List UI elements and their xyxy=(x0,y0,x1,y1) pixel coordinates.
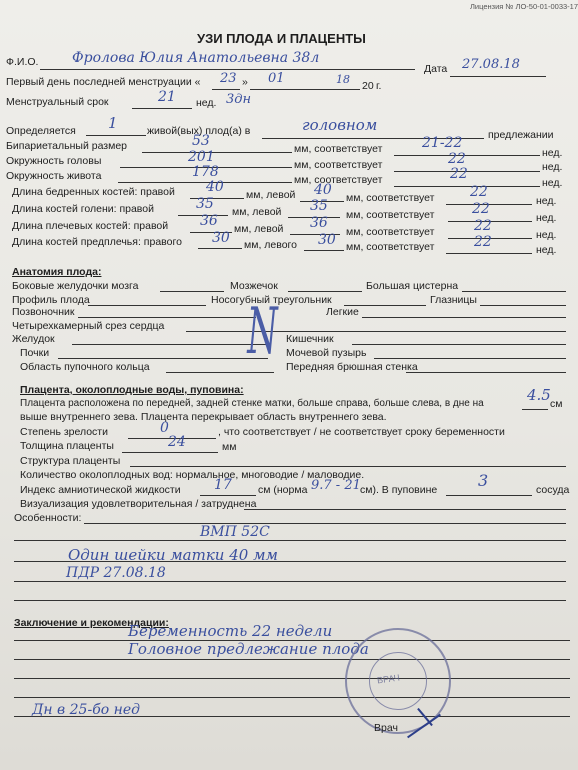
orbits-label: Глазницы xyxy=(430,294,477,306)
abdominal-wall-label: Передняя брюшная стенка xyxy=(286,361,418,373)
detect-mid: живой(вых) плод(а) в xyxy=(147,125,251,137)
document-sheet: Лицензия № ЛО-50-01-0033-17 УЗИ ПЛОДА И ПЛАЦЕНТЫ Ф.И.О. Фролова Юлия Анатольевна 38л Дата 27.08.18 Первый день последней менструации « 23 » 01 20 18 г. Менструальный срок 21 нед. 3дн Определяется 1 живой(вых) плод(а) в головном предлежании Бипариетальный размер 53 мм, соответствует 21-22 нед. Окружность головы 201 мм, соответствует 22 нед. Окружность живота 178 мм, соответствует 22 нед. Длина бедренных костей: правой 40 мм, левой 40 мм, соответствует 22 нед. Длина костей голени: правой 35 мм, левой 35 мм, соответствует 22 нед. Длина плечевых костей: правой 36 мм, левой 36 мм, соответствует 22 нед. Длина костей предплечья: правого 30 мм, левого 30 мм, соответствует 22 нед. Анатомия плода: Боковые желудочки мозга Мозжечок Большая цистерна Профиль плода Носогубный треугольник Глазницы Позвоночник Легкие Четырехкамерный срез сердца Желудок Кишечник Почки Мочевой пузырь Область пупочного кольца Передняя брюшная стенка N Плацента, околоплодные воды, пуповина: Плацента расположена по передней, задней стенке матки, больше справа, больше слева, в дне на 4.5 см выше внутреннего зева. Плацента перекрывает область внутреннего зева. Степень зрелости 0 , что соответствует / не соответствует сроку беременности Толщина плаценты 24 мм Структура плаценты Количество околоплодных вод: нормальное, многоводие / маловодие. Индекс амниотической жидкости 17 см (норма 9.7 - 21 см). В пуповине 3 сосуда Визуализация удовлетворительная / затруднена Особенности: ВМП 52С Один шейки матки 40 мм ПДР 27.08.18 Заключение и рекомендации: Беременность 22 недели Головное предлежание плода Дн в 25-бо нед ВРАЧ Врач xyxy=(0,0,578,770)
page-title: УЗИ ПЛОДА И ПЛАЦЕНТЫ xyxy=(197,31,366,46)
cerebellum-label: Мозжечок xyxy=(230,280,278,292)
features-value: ВМП 52С xyxy=(200,524,270,540)
anatomy-heading: Анатомия плода: xyxy=(12,266,102,278)
umbilical-label: Область пупочного кольца xyxy=(20,361,150,373)
bladder-label: Мочевой пузырь xyxy=(286,347,367,359)
visualization-label: Визуализация удовлетворительная / затруднена xyxy=(20,498,257,510)
conclusion-line3: Дн в 25-бо нед xyxy=(32,702,141,718)
stomach-label: Желудок xyxy=(12,333,55,345)
afi-label: Индекс амниотической жидкости xyxy=(20,484,181,496)
fio-value: Фролова Юлия Анатольевна 38л xyxy=(72,50,320,66)
spine-label: Позвоночник xyxy=(12,306,75,318)
profile-label: Профиль плода xyxy=(12,294,90,306)
notes-line2: ПДР 27.08.18 xyxy=(66,565,166,581)
normal-mark: N xyxy=(243,295,282,369)
term-days: 3дн xyxy=(226,92,252,107)
term-weeks-label: нед. xyxy=(196,97,217,109)
maturity-label: Степень зрелости xyxy=(20,426,108,438)
license-number: Лицензия № ЛО-50-01-0033-17 xyxy=(470,2,578,11)
lmp-month: 01 xyxy=(268,71,285,86)
intestine-label: Кишечник xyxy=(286,333,334,345)
thickness-value: 24 xyxy=(168,434,186,450)
notes-line1: Один шейки матки 40 мм xyxy=(68,546,278,564)
lateral-ventricles-label: Боковые желудочки мозга xyxy=(12,280,139,292)
lmp-year-prefix: 20 xyxy=(362,80,374,92)
placenta-location: Плацента расположена по передней, задней стенке матки, больше справа, больше слева, в дне на xyxy=(20,398,484,409)
detect-end: предлежании xyxy=(488,129,554,141)
afi-norm: 9.7 - 21 xyxy=(311,478,361,493)
date-value: 27.08.18 xyxy=(462,57,520,72)
heart-label: Четырехкамерный срез сердца xyxy=(12,320,165,332)
detect-presentation: головном xyxy=(302,116,378,134)
placenta-heading: Плацента, околоплодные воды, пуповина: xyxy=(20,384,244,396)
kidneys-label: Почки xyxy=(20,347,50,359)
lmp-year-suffix: г. xyxy=(376,80,382,92)
round-stamp: ВРАЧ xyxy=(345,628,451,734)
date-label: Дата xyxy=(424,63,448,75)
placenta-distance: 4.5 xyxy=(527,386,551,404)
lmp-day: 23 xyxy=(220,71,237,86)
features-label: Особенности: xyxy=(14,512,82,524)
maturity-value: 0 xyxy=(160,420,169,436)
conclusion-line2: Головное предлежание плода xyxy=(128,640,369,658)
term-weeks: 21 xyxy=(158,89,176,105)
detect-count: 1 xyxy=(108,114,118,132)
lmp-year-value: 18 xyxy=(336,73,350,86)
maturity-text: , что соответствует / не соответствует сроку беременности xyxy=(218,426,505,438)
nasolabial-label: Носогубный треугольник xyxy=(211,294,332,306)
cisterna-label: Большая цистерна xyxy=(366,280,459,292)
term-label: Менструальный срок xyxy=(6,96,109,108)
fluid-amount: Количество околоплодных вод: нормальное, многоводие / маловодие. xyxy=(20,469,365,481)
lmp-label: Первый день последней менструации « xyxy=(6,76,201,88)
fio-label: Ф.И.О. xyxy=(6,56,39,68)
doctor-label: Врач xyxy=(374,722,398,734)
detect-label: Определяется xyxy=(6,125,76,137)
structure-label: Структура плаценты xyxy=(20,455,121,467)
conclusion-line1: Беременность 22 недели xyxy=(128,622,333,640)
conclusion-heading: Заключение и рекомендации: xyxy=(14,617,169,629)
lungs-label: Легкие xyxy=(326,306,359,318)
afi-value: 17 xyxy=(214,477,232,493)
placenta-os-text: выше внутреннего зева. Плацента перекрывает область внутреннего зева. xyxy=(20,411,387,423)
thickness-label: Толщина плаценты xyxy=(20,440,114,452)
cord-vessels: 3 xyxy=(478,471,489,490)
